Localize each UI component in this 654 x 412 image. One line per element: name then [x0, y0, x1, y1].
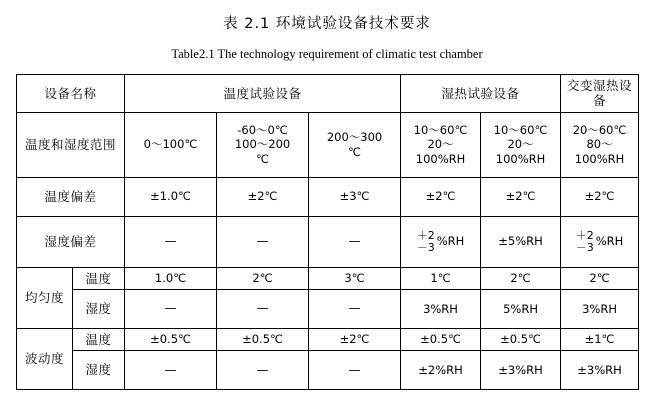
range3-line-1: 200～300: [326, 130, 383, 145]
table-row: [17, 112, 639, 177]
document-page: [0, 12, 654, 412]
cell-uniformity-temp-1: 1.0℃: [125, 267, 217, 289]
cell-humid-dev-1: —: [125, 216, 217, 267]
range-line-2: 100～200: [234, 137, 291, 152]
humid-line-2: 20～: [427, 137, 454, 152]
cell-uniformity-humid-6: 3%RH: [561, 289, 639, 328]
fraction-plus: ＋2: [575, 228, 594, 242]
table-row: [17, 351, 639, 390]
table-row: [17, 267, 639, 289]
alt-humid-line-1: 20～60℃: [572, 123, 627, 138]
fraction-unit: %RH: [595, 234, 624, 249]
row-sublabel-humidity: 湿度: [73, 351, 125, 390]
table-row: [17, 289, 639, 328]
cell-temp-dev-6: ±2℃: [561, 177, 639, 216]
cell-range-temp-1: 0～100℃: [125, 112, 217, 177]
cell-fluctuation-temp-2: ±0.5℃: [217, 328, 309, 350]
cell-uniformity-humid-5: 5%RH: [481, 289, 561, 328]
cell-humid-dev-3: —: [309, 216, 401, 267]
cell-fluctuation-temp-5: ±0.5℃: [481, 328, 561, 350]
cell-uniformity-temp-3: 3℃: [309, 267, 401, 289]
cell-fluctuation-humid-6: ±3%RH: [561, 351, 639, 390]
fraction-group: [576, 230, 594, 253]
fraction-minus: －3: [575, 240, 594, 254]
cell-humid-dev-5: ±5%RH: [481, 216, 561, 267]
cell-fluctuation-humid-1: —: [125, 351, 217, 390]
cell-humid-dev-6: [561, 216, 639, 267]
humid2-line-3: 100%RH: [495, 151, 546, 166]
cell-fluctuation-temp-4: ±0.5℃: [401, 328, 481, 350]
cell-fluctuation-humid-5: ±3%RH: [481, 351, 561, 390]
cell-fluctuation-humid-2: —: [217, 351, 309, 390]
cell-fluctuation-humid-3: —: [309, 351, 401, 390]
humid-line-1: 10～60℃: [413, 123, 468, 138]
header-group-humidity-heat: 湿热试验设备: [401, 75, 561, 113]
cell-uniformity-temp-2: 2℃: [217, 267, 309, 289]
range-line-1: -60～0℃: [237, 123, 288, 138]
row-sublabel-temperature: 温度: [73, 328, 125, 350]
cell-temp-dev-4: ±2℃: [401, 177, 481, 216]
cell-uniformity-humid-1: —: [125, 289, 217, 328]
cell-fluctuation-humid-4: ±2%RH: [401, 351, 481, 390]
header-group-alternating-humidity: 交变湿热设备: [561, 75, 639, 113]
cell-temp-dev-2: ±2℃: [217, 177, 309, 216]
page-title-cn: 表 2.1 环境试验设备技术要求: [223, 16, 431, 32]
row-label-uniformity: 均匀度: [17, 267, 73, 328]
cell-uniformity-humid-2: —: [217, 289, 309, 328]
cell-fluctuation-temp-1: ±0.5℃: [125, 328, 217, 350]
cell-range-temp-2: [217, 112, 309, 177]
humid2-line-1: 10～60℃: [493, 123, 548, 138]
header-group-temperature: 温度试验设备: [125, 75, 401, 113]
cell-humid-dev-4: [401, 216, 481, 267]
cell-range-humid-1: [401, 112, 481, 177]
table-row: [17, 216, 639, 267]
cell-uniformity-humid-4: 3%RH: [401, 289, 481, 328]
humid2-line-2: 20～: [507, 137, 534, 152]
cell-temp-dev-1: ±1.0℃: [125, 177, 217, 216]
alt-humid-line-2: 80～: [586, 137, 613, 152]
humid-line-3: 100%RH: [415, 151, 466, 166]
cell-humid-dev-2: —: [217, 216, 309, 267]
table-header-row: [17, 75, 639, 113]
cell-range-alt-humid: [561, 112, 639, 177]
cell-uniformity-temp-4: 1℃: [401, 267, 481, 289]
table-container: [0, 74, 654, 390]
cell-temp-dev-5: ±2℃: [481, 177, 561, 216]
cell-uniformity-temp-5: 2℃: [481, 267, 561, 289]
row-label-temp-deviation: 温度偏差: [17, 177, 125, 216]
technical-requirements-table: [16, 74, 639, 390]
cell-fluctuation-temp-6: ±1℃: [561, 328, 639, 350]
range-line-3: ℃: [256, 151, 269, 166]
cell-fluctuation-temp-3: ±2℃: [309, 328, 401, 350]
row-label-fluctuation: 波动度: [17, 328, 73, 389]
range3-line-2: ℃: [348, 144, 361, 159]
cell-range-humid-2: [481, 112, 561, 177]
page-title-en: Table2.1 The technology requirement of climatic test chamber: [171, 47, 483, 61]
row-sublabel-temperature: 温度: [73, 267, 125, 289]
fraction-unit: %RH: [436, 234, 465, 249]
cell-temp-dev-3: ±3℃: [309, 177, 401, 216]
cell-uniformity-humid-3: —: [309, 289, 401, 328]
row-sublabel-humidity: 湿度: [73, 289, 125, 328]
cell-uniformity-temp-6: 2℃: [561, 267, 639, 289]
table-row: [17, 177, 639, 216]
fraction-group: [417, 230, 435, 253]
table-row: [17, 328, 639, 350]
cell-range-temp-3: [309, 112, 401, 177]
fraction-minus: －3: [416, 240, 435, 254]
row-label-range: 温度和湿度范围: [17, 112, 125, 177]
fraction-plus: ＋2: [416, 228, 435, 242]
row-label-humid-deviation: 湿度偏差: [17, 216, 125, 267]
header-equipment-name: 设备名称: [17, 75, 125, 113]
alt-humid-line-3: 100%RH: [574, 151, 625, 166]
